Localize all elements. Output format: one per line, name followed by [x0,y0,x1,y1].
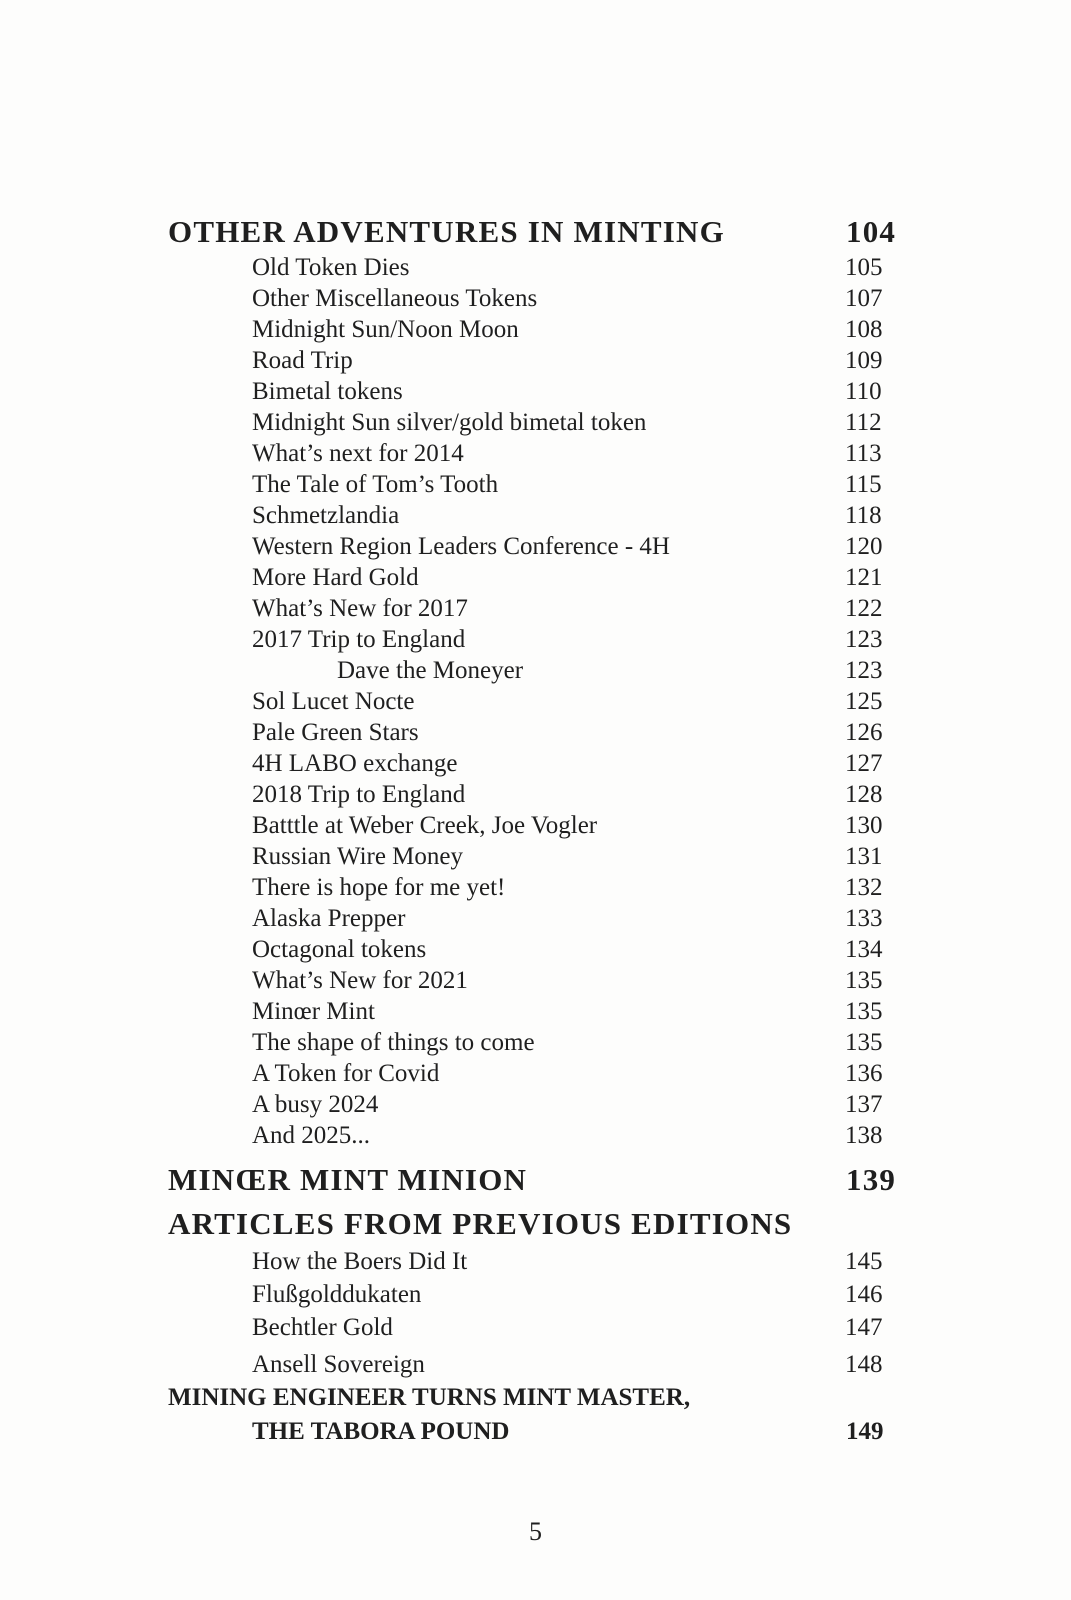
section-title: MINŒR MINT MINION [168,1162,528,1197]
entry-title: Schmetzlandia [252,502,400,529]
entry-title: Old Token Dies [252,254,410,281]
entry-title: 2018 Trip to England [252,781,466,808]
entry-title: And 2025... [252,1122,371,1149]
section-title: ARTICLES FROM PREVIOUS EDITIONS [168,1206,793,1241]
entry-title: There is hope for me yet! [252,874,506,901]
entry-title: Russian Wire Money [252,843,464,870]
entry-title: How the Boers Did It [252,1248,468,1275]
entry-page: 112 [845,409,882,436]
entry-title: A busy 2024 [252,1091,379,1118]
entry-page: 134 [845,936,883,963]
entry-page: 108 [845,316,883,343]
entry-title: Batttle at Weber Creek, Joe Vogler [252,812,598,839]
entry-title: Road Trip [252,347,353,374]
entry-page: 123 [845,626,883,653]
entry-page: 113 [845,440,882,467]
section-subtitle: THE TABORA POUND [252,1418,510,1445]
entry-title: 2017 Trip to England [252,626,466,653]
entry-title: Western Region Leaders Conference - 4H [252,533,670,560]
entry-page: 115 [845,471,882,498]
entry-page: 127 [845,750,883,777]
entry-page: 138 [845,1122,883,1149]
entry-page: 122 [845,595,883,622]
entry-title: Alaska Prepper [252,905,406,932]
section-page: 139 [846,1162,897,1197]
entry-page: 130 [845,812,883,839]
entry-page: 135 [845,1029,883,1056]
entry-title: What’s New for 2021 [252,967,468,994]
entry-page: 118 [845,502,882,529]
entry-page: 107 [845,285,883,312]
entry-page: 123 [845,657,883,684]
entry-page: 133 [845,905,883,932]
page-number: 5 [529,1517,542,1546]
entry-title: What’s New for 2017 [252,595,468,622]
entry-title: 4H LABO exchange [252,750,458,777]
entry-title: Flußgolddukaten [252,1281,422,1308]
entry-page: 126 [845,719,883,746]
section-page: 104 [846,214,897,249]
entry-title: Other Miscellaneous Tokens [252,285,538,312]
section-page: 149 [846,1418,884,1445]
entry-page: 128 [845,781,883,808]
entry-title: Minœr Mint [252,998,375,1025]
entry-page: 145 [845,1248,883,1275]
entry-title: Midnight Sun/Noon Moon [252,316,519,343]
entry-title: The shape of things to come [252,1029,535,1056]
entry-title: A Token for Covid [252,1060,440,1087]
entry-page: 135 [845,967,883,994]
entry-title: Midnight Sun silver/gold bimetal token [252,409,647,436]
entry-page: 125 [845,688,883,715]
entry-title: Pale Green Stars [252,719,419,746]
entry-title: Bechtler Gold [252,1314,393,1341]
entry-page: 137 [845,1091,883,1118]
entry-page: 148 [845,1351,883,1378]
entry-page: 121 [845,564,883,591]
entry-title: Sol Lucet Nocte [252,688,415,715]
entry-page: 131 [845,843,883,870]
entry-page: 132 [845,874,883,901]
entry-page: 110 [845,378,882,405]
entry-page: 136 [845,1060,883,1087]
entry-page: 109 [845,347,883,374]
section-title: MINING ENGINEER TURNS MINT MASTER, [168,1384,691,1411]
entry-title: What’s next for 2014 [252,440,464,467]
entry-title: Ansell Sovereign [252,1351,425,1378]
entry-title: More Hard Gold [252,564,419,591]
entry-title: Octagonal tokens [252,936,427,963]
entry-title: Bimetal tokens [252,378,403,405]
entry-title: Dave the Moneyer [337,657,524,684]
entry-page: 120 [845,533,883,560]
entry-page: 146 [845,1281,883,1308]
entry-page: 135 [845,998,883,1025]
section-title: OTHER ADVENTURES IN MINTING [168,214,725,249]
entry-page: 147 [845,1314,883,1341]
entry-title: The Tale of Tom’s Tooth [252,471,499,498]
entry-page: 105 [845,254,883,281]
